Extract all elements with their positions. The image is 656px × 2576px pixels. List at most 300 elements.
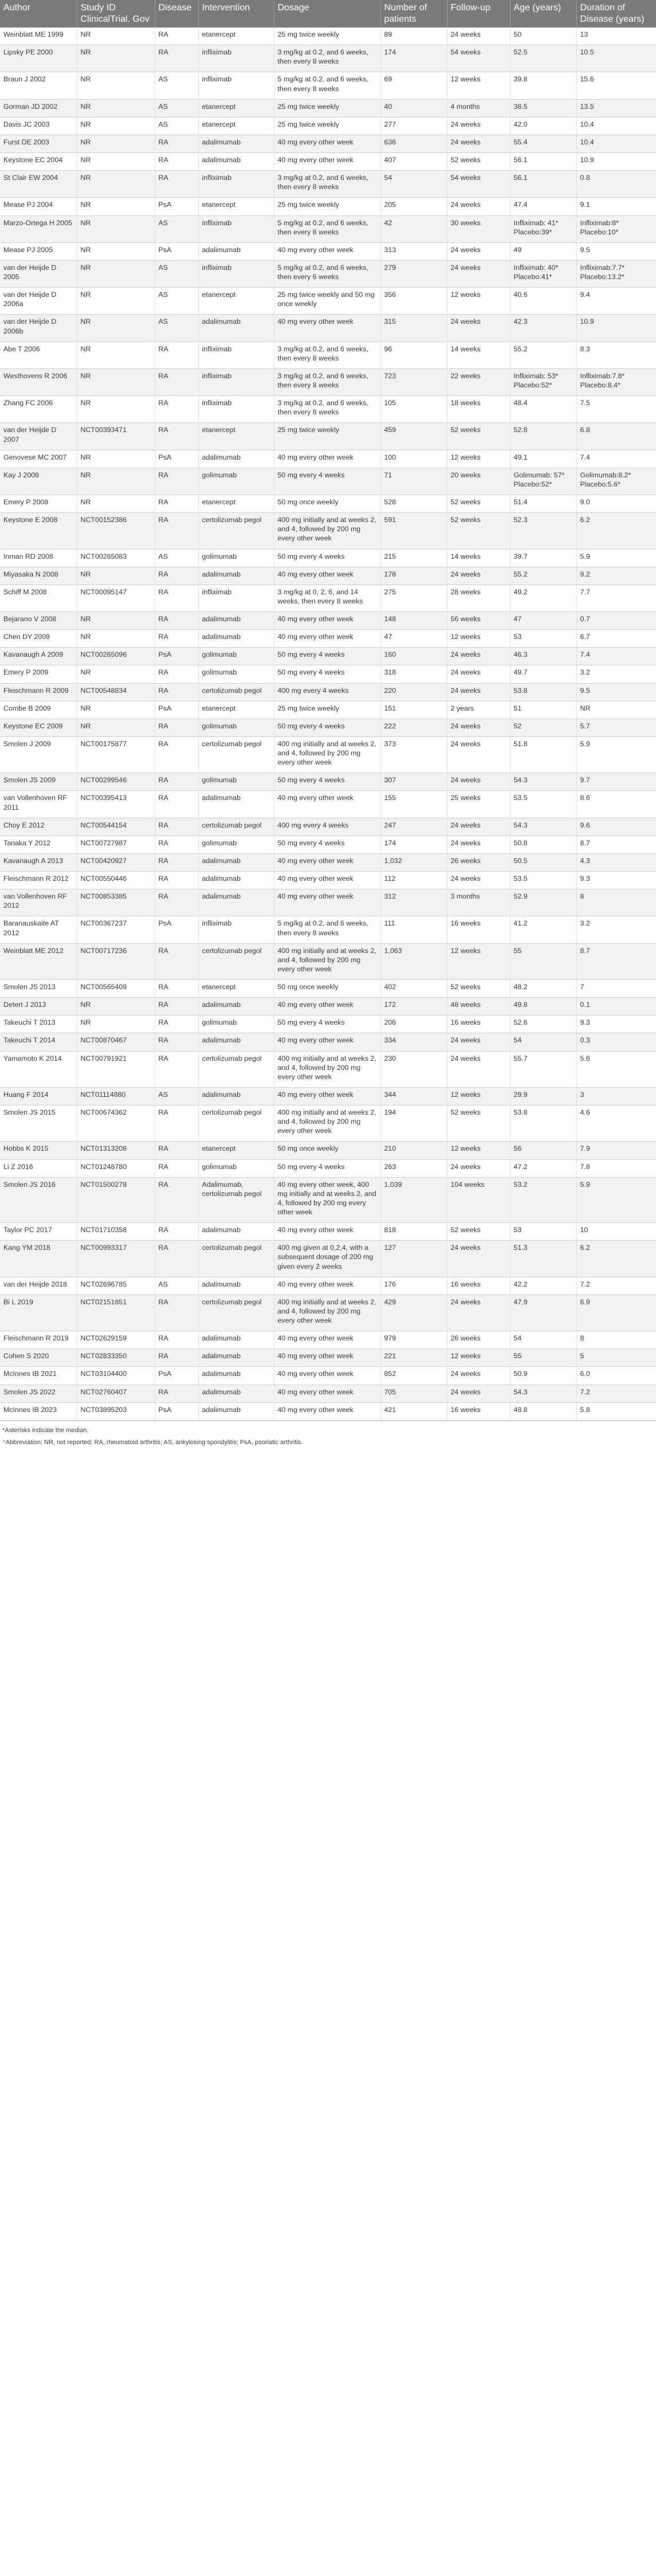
- table-cell: RA: [155, 495, 198, 513]
- table-cell: 50 mg every 4 weeks: [274, 648, 380, 665]
- table-cell: NCT02833350: [77, 1349, 155, 1367]
- table-cell: RA: [155, 368, 198, 395]
- table-cell: 7.4: [576, 648, 656, 665]
- table-cell: 40 mg every other week: [274, 1402, 380, 1420]
- table-cell: golimumab: [198, 549, 274, 567]
- table-cell: NCT00853385: [77, 889, 155, 916]
- table-row: [0, 1241, 656, 1277]
- table-cell: 24 weeks: [447, 872, 510, 889]
- table-cell: 174: [380, 45, 447, 72]
- table-cell: 356: [380, 288, 447, 315]
- table-cell: 24 weeks: [447, 1367, 510, 1385]
- table-cell: 7.2: [576, 1277, 656, 1295]
- table-cell: 40 mg every other week: [274, 153, 380, 171]
- table-cell: 221: [380, 1349, 447, 1367]
- table-cell: RA: [155, 630, 198, 648]
- table-cell: Lipsky PE 2000: [0, 45, 77, 72]
- table-cell: RA: [155, 585, 198, 611]
- table-cell: RA: [155, 153, 198, 171]
- table-cell: Fleischmann R 2019: [0, 1331, 77, 1349]
- table-cell: 56: [510, 1142, 576, 1159]
- table-cell: 16 weeks: [447, 1402, 510, 1420]
- footnote: *Asterisks indicate the median.: [2, 1426, 89, 1434]
- table-cell: 206: [380, 1015, 447, 1033]
- table-cell: 1,039: [380, 1177, 447, 1223]
- table-cell: 5 mg/kg at 0.2, and 6 weeks, then every 8 weeks: [274, 916, 380, 943]
- table-cell: Baranauskaite AT 2012: [0, 916, 77, 943]
- table-cell: Braun J 2002: [0, 72, 77, 99]
- table-cell: 42.0: [510, 117, 576, 135]
- table-cell: 54: [380, 171, 447, 198]
- table-cell: 56 weeks: [447, 612, 510, 630]
- table-cell: 24 weeks: [447, 1241, 510, 1277]
- table-cell: 3 mg/kg at 0.2, and 6 weeks, then every 8 weeks: [274, 396, 380, 423]
- table-cell: 24 weeks: [447, 242, 510, 260]
- table-cell: 10.4: [576, 117, 656, 135]
- table-row: [0, 836, 656, 853]
- table-cell: 10: [576, 1223, 656, 1241]
- table-cell: 53.2: [510, 1177, 576, 1223]
- table-cell: 40 mg every other week: [274, 630, 380, 648]
- table-cell: 176: [380, 1277, 447, 1295]
- table-row: [0, 450, 656, 468]
- table-cell: 1,032: [380, 853, 447, 871]
- table-row: [0, 818, 656, 836]
- table-cell: 400 mg initially and at weeks 2, and 4, followed by 200 mg every other week: [274, 943, 380, 979]
- table-cell: 429: [380, 1295, 447, 1331]
- table-cell: 5.9: [576, 736, 656, 773]
- table-cell: adalimumab: [198, 612, 274, 630]
- table-cell: 8.7: [576, 836, 656, 853]
- table-cell: NR: [77, 342, 155, 368]
- table-cell: 312: [380, 889, 447, 916]
- table-row: [0, 468, 656, 495]
- table-cell: Smolen J 2009: [0, 736, 77, 773]
- table-cell: Kang YM 2018: [0, 1241, 77, 1277]
- table-cell: certolizumab pegol: [198, 513, 274, 549]
- footnotes: [0, 1421, 656, 1449]
- table-cell: Keystone EC 2004: [0, 153, 77, 171]
- table-cell: NCT00299546: [77, 773, 155, 791]
- table-cell: 9.3: [576, 1015, 656, 1033]
- table-cell: 55: [510, 1349, 576, 1367]
- table-cell: golimumab: [198, 665, 274, 683]
- table-cell: adalimumab: [198, 853, 274, 871]
- table-cell: adalimumab: [198, 1331, 274, 1349]
- table-cell: infliximab: [198, 171, 274, 198]
- table-cell: PsA: [155, 242, 198, 260]
- table-cell: 40 mg every other week: [274, 1367, 380, 1385]
- table-cell: infliximab: [198, 260, 274, 287]
- table-cell: 52.8: [510, 423, 576, 450]
- table-cell: 50.9: [510, 1367, 576, 1385]
- table-cell: Hobbs K 2015: [0, 1142, 77, 1159]
- table-cell: 636: [380, 135, 447, 152]
- table-cell: 18 weeks: [447, 396, 510, 423]
- table-cell: infliximab: [198, 585, 274, 611]
- table-cell: NR: [77, 701, 155, 719]
- table-cell: NR: [576, 701, 656, 719]
- table-cell: 12 weeks: [447, 630, 510, 648]
- table-cell: 49.2: [510, 585, 576, 611]
- table-row: [0, 45, 656, 72]
- table-row: [0, 28, 656, 45]
- table-cell: NR: [77, 368, 155, 395]
- table-cell: 53.5: [510, 872, 576, 889]
- table-cell: 40 mg every other week: [274, 1277, 380, 1295]
- table-cell: PsA: [155, 701, 198, 719]
- table-cell: NR: [77, 198, 155, 215]
- table-cell: van der Heijde D 2007: [0, 423, 77, 450]
- table-cell: 8: [576, 889, 656, 916]
- table-cell: Takeuchi T 2013: [0, 1015, 77, 1033]
- table-row: [0, 1033, 656, 1051]
- table-row: [0, 198, 656, 215]
- table-cell: 52 weeks: [447, 423, 510, 450]
- table-cell: 50.5: [510, 853, 576, 871]
- table-cell: 24 weeks: [447, 736, 510, 773]
- table-cell: RA: [155, 889, 198, 916]
- table-cell: 24 weeks: [447, 567, 510, 585]
- table-cell: PsA: [155, 1402, 198, 1420]
- table-cell: NR: [77, 665, 155, 683]
- table-cell: AS: [155, 1087, 198, 1105]
- table-cell: 6.7: [576, 630, 656, 648]
- table-cell: 705: [380, 1385, 447, 1402]
- table-cell: 210: [380, 1142, 447, 1159]
- table-row: [0, 153, 656, 171]
- table-cell: 400 mg every 4 weeks: [274, 683, 380, 701]
- table-cell: 9.1: [576, 198, 656, 215]
- table-cell: RA: [155, 1295, 198, 1331]
- table-cell: 40 mg every other week: [274, 791, 380, 818]
- table-cell: 96: [380, 342, 447, 368]
- table-cell: 47.2: [510, 1159, 576, 1177]
- table-cell: adalimumab: [198, 1367, 274, 1385]
- table-cell: 54.3: [510, 773, 576, 791]
- table-cell: 279: [380, 260, 447, 287]
- table-row: [0, 585, 656, 611]
- table-cell: 0.8: [576, 171, 656, 198]
- table-cell: 12 weeks: [447, 288, 510, 315]
- table-cell: van der Heijde 2018: [0, 1277, 77, 1295]
- table-cell: 53: [510, 1223, 576, 1241]
- table-cell: 25 mg twice weekly: [274, 117, 380, 135]
- table-cell: 104 weeks: [447, 1177, 510, 1223]
- table-cell: RA: [155, 171, 198, 198]
- table-cell: certolizumab pegol: [198, 1241, 274, 1277]
- table-cell: 12 weeks: [447, 450, 510, 468]
- table-cell: Furst DE 2003: [0, 135, 77, 152]
- table-cell: Golimumab: 57* Placebo:52*: [510, 468, 576, 495]
- table-cell: 24 weeks: [447, 1051, 510, 1087]
- table-cell: 55.2: [510, 342, 576, 368]
- table-cell: 8.3: [576, 342, 656, 368]
- table-cell: 5.9: [576, 549, 656, 567]
- table-cell: PsA: [155, 450, 198, 468]
- table-cell: NCT00265083: [77, 549, 155, 567]
- table-cell: Infliximab:7.8* Placebo:8.4*: [576, 368, 656, 395]
- table-cell: 591: [380, 513, 447, 549]
- table-row: [0, 260, 656, 287]
- table-cell: 3.2: [576, 916, 656, 943]
- table-cell: 49.7: [510, 665, 576, 683]
- table-cell: 52 weeks: [447, 980, 510, 998]
- table-cell: golimumab: [198, 1015, 274, 1033]
- table-row: [0, 719, 656, 736]
- table-cell: 56.1: [510, 171, 576, 198]
- table-cell: RA: [155, 665, 198, 683]
- table-cell: PsA: [155, 916, 198, 943]
- table-row: [0, 916, 656, 943]
- table-cell: 25 mg twice weekly: [274, 701, 380, 719]
- table-cell: RA: [155, 1385, 198, 1402]
- table-cell: 344: [380, 1087, 447, 1105]
- table-cell: PsA: [155, 198, 198, 215]
- table-cell: 127: [380, 1241, 447, 1277]
- table-cell: 3 months: [447, 889, 510, 916]
- table-cell: 3 mg/kg at 0.2, and 6 weeks, then every 8 weeks: [274, 342, 380, 368]
- table-cell: Infliximab: 40* Placebo:41*: [510, 260, 576, 287]
- table-cell: Abe T 2006: [0, 342, 77, 368]
- table-cell: Yamamoto K 2014: [0, 1051, 77, 1087]
- table-cell: 25 mg twice weekly: [274, 99, 380, 117]
- table-cell: 205: [380, 198, 447, 215]
- table-cell: NCT00548834: [77, 683, 155, 701]
- table-cell: 5.8: [576, 1402, 656, 1420]
- table-cell: 40 mg every other week: [274, 612, 380, 630]
- table-cell: 55.7: [510, 1051, 576, 1087]
- table-cell: Huang F 2014: [0, 1087, 77, 1105]
- table-cell: 112: [380, 872, 447, 889]
- table-cell: Infliximab:7.7* Placebo:13.2*: [576, 260, 656, 287]
- table-cell: 50 mg every 4 weeks: [274, 1015, 380, 1033]
- table-cell: 247: [380, 818, 447, 836]
- table-cell: RA: [155, 1142, 198, 1159]
- table-cell: 723: [380, 368, 447, 395]
- table-cell: Smolen JS 2013: [0, 980, 77, 998]
- table-cell: Smolen JS 2015: [0, 1105, 77, 1142]
- table-cell: golimumab: [198, 773, 274, 791]
- table-cell: 50 mg once weekly: [274, 980, 380, 998]
- table-cell: 3.2: [576, 665, 656, 683]
- table-cell: 51.4: [510, 495, 576, 513]
- table-cell: 402: [380, 980, 447, 998]
- table-cell: etanercept: [198, 117, 274, 135]
- table-cell: adalimumab: [198, 1385, 274, 1402]
- table-cell: RA: [155, 342, 198, 368]
- table-cell: 55: [510, 943, 576, 979]
- table-cell: Fleischmann R 2009: [0, 683, 77, 701]
- table-cell: NCT00265096: [77, 648, 155, 665]
- table-row: [0, 567, 656, 585]
- table-cell: NR: [77, 72, 155, 99]
- table-cell: van der Heijde D 2005: [0, 260, 77, 287]
- table-cell: 16 weeks: [447, 916, 510, 943]
- table-row: [0, 171, 656, 198]
- table-row: [0, 396, 656, 423]
- table-row: [0, 683, 656, 701]
- table-row: [0, 549, 656, 567]
- table-cell: 5.6: [576, 1051, 656, 1087]
- table-cell: 50 mg every 4 weeks: [274, 836, 380, 853]
- table-cell: 52 weeks: [447, 495, 510, 513]
- table-cell: 39.7: [510, 549, 576, 567]
- table-cell: NCT00175877: [77, 736, 155, 773]
- table-cell: 50 mg once weekly: [274, 1142, 380, 1159]
- table-cell: adalimumab: [198, 135, 274, 152]
- table-cell: NCT00420927: [77, 853, 155, 871]
- table-cell: certolizumab pegol: [198, 1295, 274, 1331]
- table-cell: AS: [155, 117, 198, 135]
- table-cell: AS: [155, 99, 198, 117]
- column-header: Duration of Disease (years): [576, 0, 656, 28]
- table-cell: 852: [380, 1367, 447, 1385]
- table-cell: 151: [380, 701, 447, 719]
- column-header: Disease: [155, 0, 198, 28]
- table-cell: 54 weeks: [447, 45, 510, 72]
- table-cell: 9.0: [576, 495, 656, 513]
- table-cell: 16 weeks: [447, 1015, 510, 1033]
- table-cell: 29.9: [510, 1087, 576, 1105]
- table-row: [0, 630, 656, 648]
- table-cell: 40 mg every other week: [274, 315, 380, 342]
- table-row: [0, 1105, 656, 1142]
- table-cell: NCT01114880: [77, 1087, 155, 1105]
- table-row: [0, 648, 656, 665]
- table-cell: 315: [380, 315, 447, 342]
- table-cell: NR: [77, 450, 155, 468]
- table-row: [0, 1331, 656, 1349]
- table-cell: 40 mg every other week: [274, 450, 380, 468]
- table-cell: adalimumab: [198, 998, 274, 1015]
- table-cell: NR: [77, 1015, 155, 1033]
- table-cell: 48.4: [510, 396, 576, 423]
- table-cell: RA: [155, 567, 198, 585]
- table-cell: Kay J 2008: [0, 468, 77, 495]
- table-cell: 25 mg twice weekly: [274, 28, 380, 45]
- table-cell: NR: [77, 315, 155, 342]
- table-cell: 49: [510, 242, 576, 260]
- table-cell: infliximab: [198, 396, 274, 423]
- table-cell: 8.7: [576, 943, 656, 979]
- table-cell: 7.8: [576, 1159, 656, 1177]
- column-header: Intervention: [198, 0, 274, 28]
- table-row: [0, 1349, 656, 1367]
- table-cell: 50 mg every 4 weeks: [274, 719, 380, 736]
- table-cell: etanercept: [198, 288, 274, 315]
- table-cell: Cohen S 2020: [0, 1349, 77, 1367]
- table-cell: 9.3: [576, 872, 656, 889]
- table-cell: 52.6: [510, 1015, 576, 1033]
- table-cell: Marzo-Ortega H 2005: [0, 215, 77, 242]
- table-cell: NCT02760407: [77, 1385, 155, 1402]
- table-cell: 40.6: [510, 288, 576, 315]
- header-row: [0, 0, 656, 28]
- column-header: Study ID ClinicalTrial. Gov: [77, 0, 155, 28]
- table-cell: 42.3: [510, 315, 576, 342]
- column-header: Number of patients: [380, 0, 447, 28]
- table-cell: RA: [155, 396, 198, 423]
- table-cell: NCT02629159: [77, 1331, 155, 1349]
- table-cell: 5 mg/kg at 0.2, and 6 weeks, then every 6 weeks: [274, 260, 380, 287]
- table-row: [0, 72, 656, 99]
- table-cell: NR: [77, 288, 155, 315]
- table-cell: 979: [380, 1331, 447, 1349]
- table-cell: 400 mg every 4 weeks: [274, 818, 380, 836]
- table-cell: etanercept: [198, 980, 274, 998]
- table-cell: 50 mg every 4 weeks: [274, 549, 380, 567]
- footnote: ⁺Abbreviation: NR, not reported; RA, rheumatoid arthritis; AS, ankylosing spondylitis; PsA, psoriatic arthritis.: [2, 1438, 303, 1446]
- table-cell: AS: [155, 1277, 198, 1295]
- table-cell: Bi L 2019: [0, 1295, 77, 1331]
- table-cell: 400 mg given at 0,2,4, with a subsequent dosage of 200 mg given every 2 weeks: [274, 1241, 380, 1277]
- table-cell: 40 mg every other week: [274, 998, 380, 1015]
- table-cell: golimumab: [198, 719, 274, 736]
- table-cell: 24 weeks: [447, 315, 510, 342]
- table-cell: 421: [380, 1402, 447, 1420]
- table-cell: NR: [77, 153, 155, 171]
- table-cell: 7.4: [576, 450, 656, 468]
- table-cell: NCT00367237: [77, 916, 155, 943]
- table-cell: 4.3: [576, 853, 656, 871]
- table-row: [0, 853, 656, 871]
- table-cell: 373: [380, 736, 447, 773]
- table-cell: Mease PJ 2004: [0, 198, 77, 215]
- table-cell: 6.0: [576, 1367, 656, 1385]
- table-cell: NR: [77, 117, 155, 135]
- table-cell: 40 mg every other week: [274, 853, 380, 871]
- table-cell: NR: [77, 719, 155, 736]
- table-cell: 148: [380, 612, 447, 630]
- table-cell: van Vollenhoven RF 2012: [0, 889, 77, 916]
- table-cell: 6.8: [576, 423, 656, 450]
- table-cell: McInnes IB 2021: [0, 1367, 77, 1385]
- table-cell: RA: [155, 853, 198, 871]
- table-cell: Adalimumab, certolizumab pegol: [198, 1177, 274, 1223]
- table-cell: 313: [380, 242, 447, 260]
- table-cell: RA: [155, 1331, 198, 1349]
- table-cell: 5.9: [576, 1177, 656, 1223]
- table-cell: 400 mg initially and at weeks 2, and 4, followed by 200 mg every other week: [274, 513, 380, 549]
- table-cell: 12 weeks: [447, 1087, 510, 1105]
- table-cell: Choy E 2012: [0, 818, 77, 836]
- table-cell: 24 weeks: [447, 1385, 510, 1402]
- table-cell: 26 weeks: [447, 1331, 510, 1349]
- table-cell: NCT00095147: [77, 585, 155, 611]
- table-cell: NCT00395413: [77, 791, 155, 818]
- table-cell: golimumab: [198, 648, 274, 665]
- table-cell: 9.2: [576, 567, 656, 585]
- table-cell: 5.7: [576, 719, 656, 736]
- table-cell: PsA: [155, 648, 198, 665]
- table-row: [0, 1087, 656, 1105]
- table-cell: RA: [155, 736, 198, 773]
- table-cell: 54 weeks: [447, 171, 510, 198]
- table-cell: 3 mg/kg at 0.2, and 6 weeks, then every 8 weeks: [274, 45, 380, 72]
- table-cell: NCT01313208: [77, 1142, 155, 1159]
- table-cell: 53.8: [510, 1105, 576, 1142]
- table-cell: 50.8: [510, 836, 576, 853]
- table-cell: RA: [155, 1223, 198, 1241]
- table-row: [0, 1159, 656, 1177]
- table-cell: Keystone E 2008: [0, 513, 77, 549]
- table-cell: etanercept: [198, 495, 274, 513]
- table-cell: 24 weeks: [447, 773, 510, 791]
- table-row: [0, 315, 656, 342]
- table-cell: 7: [576, 980, 656, 998]
- table-cell: 25 mg twice weekly: [274, 198, 380, 215]
